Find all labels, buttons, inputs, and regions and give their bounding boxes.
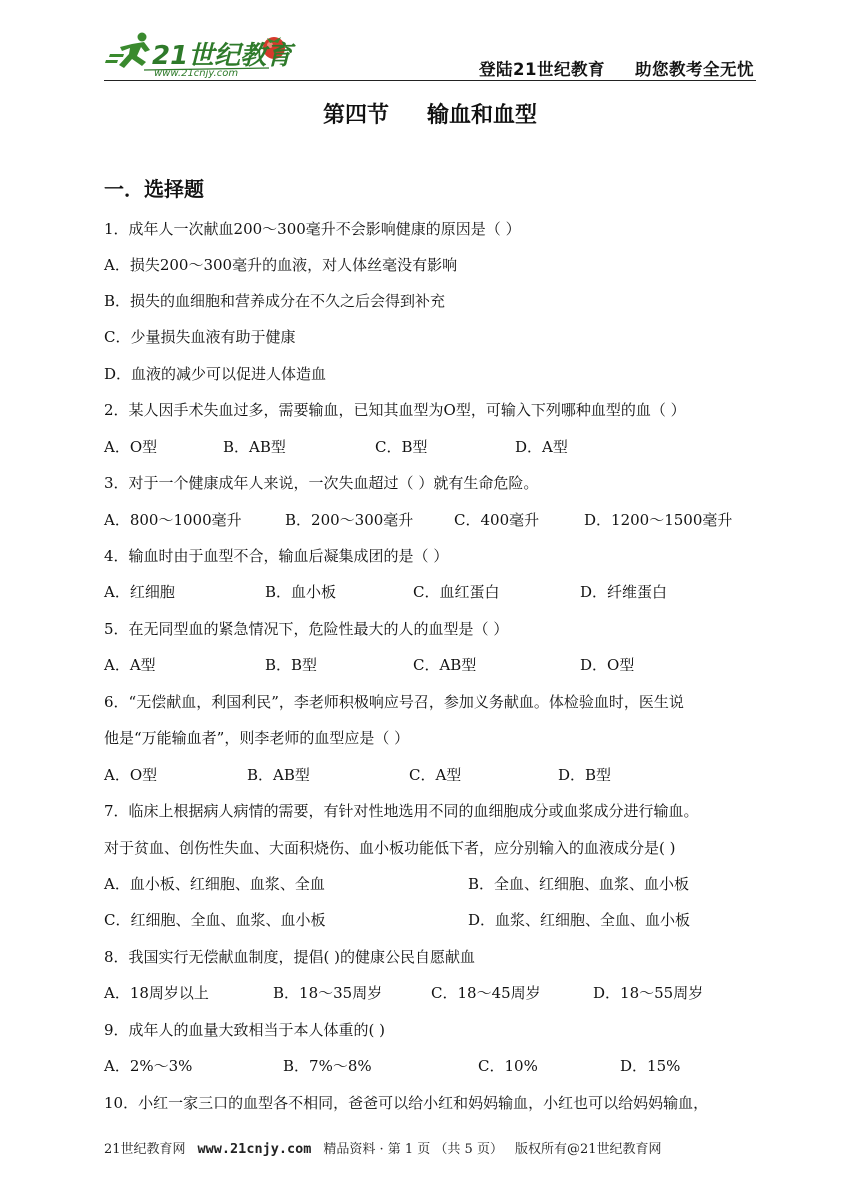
question-1-option-a: A．损失200～300毫升的血液，对人体丝毫没有影响 [104,256,458,274]
question-6-stem-line-1: 6．“无偿献血，利国利民”，李老师积极响应号召，参加义务献血。体检验血时，医生说 [104,693,684,711]
question-4-option-c: C．血红蛋白 [413,583,500,601]
question-5-option-d: D．O型 [580,656,635,674]
question-3-stem: 3．对于一个健康成年人来说，一次失血超过（ ）就有生命危险。 [104,474,539,492]
slogan-left: 登陆21世纪教育 [479,60,605,79]
question-7-stem-line-2: 对于贫血、创伤性失血、大面积烧伤、血小板功能低下者，应分别输入的血液成分是( ) [104,839,676,857]
question-5-option-c: C．AB型 [413,656,477,674]
question-7-option-a: A．血小板、红细胞、血浆、全血 [104,875,325,893]
question-1-option-d: D．血液的减少可以促进人体造血 [104,365,327,383]
question-2-stem: 2．某人因手术失血过多，需要输血，已知其血型为O型，可输入下列哪种血型的血（ ） [104,401,686,419]
slogan-right: 助您教考全无忧 [635,60,754,79]
page-title [0,98,860,129]
question-3-option-a: A．800～1000毫升 [104,511,242,529]
question-2-option-d: D．A型 [515,438,568,456]
question-4-option-d: D．纤维蛋白 [580,583,668,601]
question-8-option-c: C．18～45周岁 [431,984,541,1002]
question-8-stem: 8．我国实行无偿献血制度，提倡( )的健康公民自愿献血 [104,948,476,966]
question-2-option-b: B．AB型 [223,438,286,456]
question-9-stem: 9．成年人的血量大致相当于本人体重的( ) [104,1021,386,1039]
footer-site-name: 21世纪教育网 [104,1142,186,1157]
question-8-option-b: B．18～35周岁 [273,984,383,1002]
question-7-option-c: C．红细胞、全血、血浆、血小板 [104,911,326,929]
question-2-option-a: A．O型 [104,438,158,456]
question-5-option-b: B．B型 [265,656,318,674]
21cnjy-logo [104,28,304,78]
runner-figure [105,33,150,69]
section-heading: 一．选择题 [104,177,204,201]
question-1-option-c: C．少量损失血液有助于健康 [104,328,296,346]
page-footer [104,1138,662,1157]
title-topic: 输血和血型 [427,103,538,128]
question-10-stem: 10．小红一家三口的血型各不相同，爸爸可以给小红和妈妈输血，小红也可以给妈妈输血， [104,1094,709,1112]
question-4-option-b: B．血小板 [265,583,337,601]
question-3-option-d: D．1200～1500毫升 [584,511,733,529]
question-6-option-d: D．B型 [558,766,612,784]
page-header [104,26,756,82]
question-6-option-c: C．A型 [409,766,462,784]
title-section-number: 第四节 [322,103,389,128]
question-9-option-a: A．2%～3% [104,1057,193,1075]
question-9-option-b: B．7%～8% [283,1057,372,1075]
logo-url: www.21cnjy.com [154,68,239,78]
footer-copyright: 版权所有@21世纪教育网 [514,1142,662,1157]
question-7-option-d: D．血浆、红细胞、全血、血小板 [468,911,691,929]
question-3-option-c: C．400毫升 [454,511,540,529]
question-9-option-c: C．10% [478,1057,538,1075]
question-7-option-b: B．全血、红细胞、血浆、血小板 [468,875,690,893]
question-1-stem: 1．成年人一次献血200～300毫升不会影响健康的原因是（ ） [104,220,521,238]
header-slogan [479,56,754,80]
footer-page-info: 精品资料 · 第 1 页 （共 5 页） [323,1142,503,1157]
question-6-option-b: B．AB型 [247,766,310,784]
question-6-stem-line-2: 他是“万能输血者”，则李老师的血型应是（ ） [104,729,410,747]
question-4-stem: 4．输血时由于血型不合，输血后凝集成团的是（ ） [104,547,449,565]
question-6-option-a: A．O型 [104,766,158,784]
question-9-option-d: D．15% [620,1057,681,1075]
question-3-option-b: B．200～300毫升 [285,511,414,529]
question-4-option-a: A．红细胞 [104,583,175,601]
footer-url: www.21cnjy.com [197,1141,312,1157]
question-5-stem: 5．在无同型血的紧急情况下，危险性最大的人的血型是（ ） [104,620,509,638]
question-1-option-b: B．损失的血细胞和营养成分在不久之后会得到补充 [104,292,446,310]
question-8-option-d: D．18～55周岁 [593,984,704,1002]
question-2-option-c: C．B型 [375,438,428,456]
question-7-stem-line-1: 7．临床上根据病人病情的需要，有针对性地选用不同的血细胞成分或血浆成分进行输血。 [104,802,699,820]
question-8-option-a: A．18周岁以上 [104,984,209,1002]
question-5-option-a: A．A型 [104,656,156,674]
logo-text: 21世纪教育 [152,41,293,71]
header-divider [104,80,756,81]
